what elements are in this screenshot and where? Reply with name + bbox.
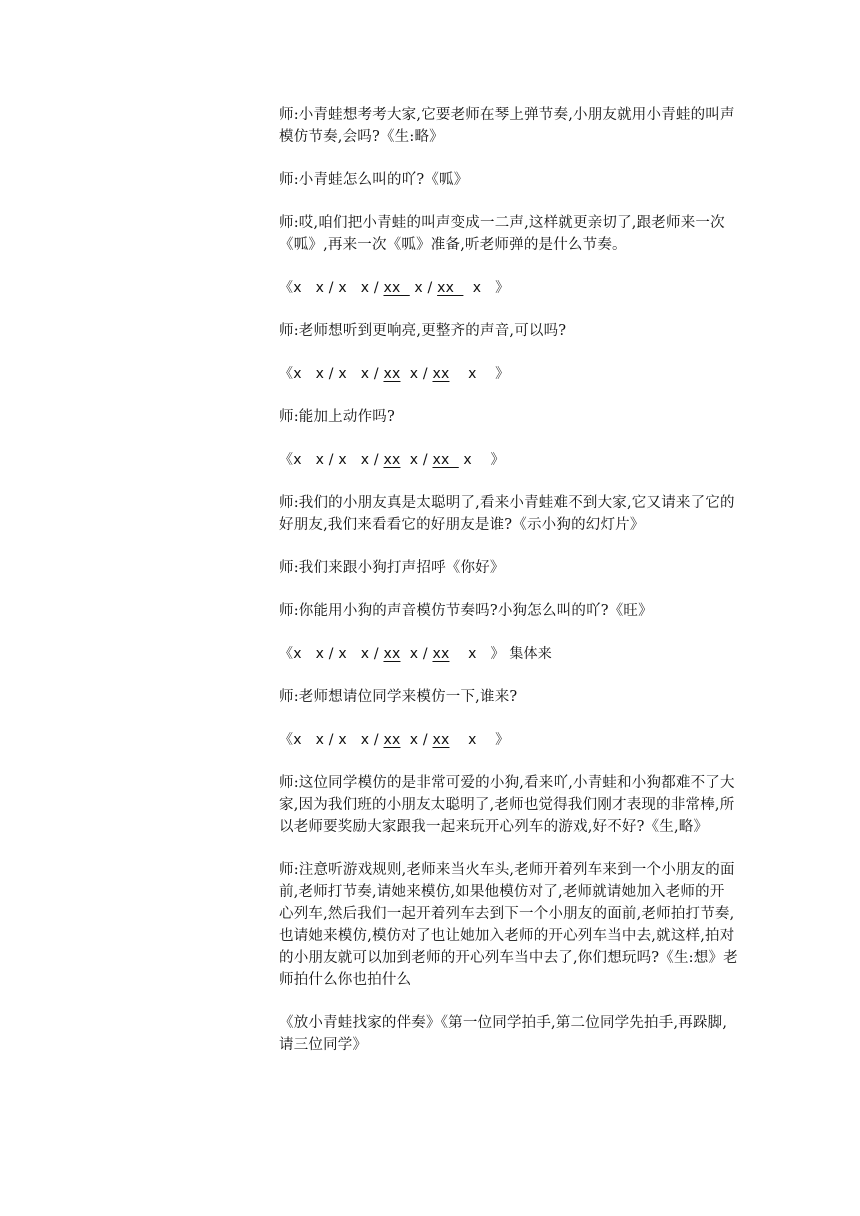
rhythm-beamed-notes: xx bbox=[432, 732, 450, 748]
dialogue-paragraph: 师:老师想请位同学来模仿一下,谁来? bbox=[279, 689, 518, 705]
dialogue-paragraph: 师:这位同学模仿的是非常可爱的小狗,看来吖,小青蛙和小狗都难不了大家,因为我们班的小朋友太聪明了,老师也觉得我们刚才表现的非常棒,所以老师要奖励大家跟我一起来玩开心列车的游戏,好不好?《生,略》 bbox=[279, 775, 735, 835]
rhythm-notation bbox=[279, 643, 739, 665]
rhythm-beamed-notes: xx bbox=[432, 366, 450, 382]
dialogue-paragraph: 师:小青蛙怎么叫的吖?《呱》 bbox=[279, 172, 469, 188]
rhythm-notation bbox=[279, 449, 739, 471]
dialogue-paragraph: 师:注意听游戏规则,老师来当火车头,老师开着列车来到一个小朋友的面前,老师打节奏,请她来模仿,如果他模仿对了,老师就请她加入老师的开心列车,然后我们一起开着列车去到下一个小朋友的面前,老师拍打节奏,也请她来模仿,模仿对了也让她加入老师的开心列车当中去,就这样,拍对的小朋友就可以加到老师的开心列车当中去了,你们想玩吗?《生:想》老师拍什么你也拍什么 bbox=[279, 862, 738, 988]
dialogue-paragraph: 师:你能用小狗的声音模仿节奏吗?小狗怎么叫的吖?《旺》 bbox=[279, 603, 653, 619]
rhythm-segment: x / bbox=[400, 366, 433, 382]
rhythm-beamed-notes: xx bbox=[383, 366, 401, 382]
rhythm-beamed-notes: xx bbox=[383, 280, 410, 296]
rhythm-beamed-notes: xx bbox=[432, 452, 459, 468]
dialogue-paragraph: 师:能加上动作吗? bbox=[279, 409, 395, 425]
rhythm-notation bbox=[279, 277, 739, 299]
rhythm-segment: 《x x / x x / bbox=[279, 732, 384, 748]
dialogue-paragraph: 师:我们来跟小狗打声招呼《你好》 bbox=[279, 560, 505, 576]
dialogue-paragraph: 师:小青蛙想考考大家,它要老师在琴上弹节奏,小朋友就用小青蛙的叫声模仿节奏,会吗?《生:略》 bbox=[279, 107, 735, 145]
rhythm-segment: x 》 bbox=[458, 452, 505, 468]
rhythm-segment: x / bbox=[400, 452, 433, 468]
rhythm-segment: 《x x / x x / bbox=[279, 366, 384, 382]
rhythm-segment: 《x x / x x / bbox=[279, 452, 384, 468]
rhythm-beamed-notes: xx bbox=[383, 732, 401, 748]
rhythm-segment: x / bbox=[400, 646, 433, 662]
rhythm-segment: 《x x / x x / bbox=[279, 646, 384, 662]
rhythm-beamed-notes: xx bbox=[437, 280, 464, 296]
rhythm-beamed-notes: xx bbox=[383, 646, 401, 662]
rhythm-beamed-notes: xx bbox=[432, 646, 450, 662]
rhythm-segment: 《x x / x x / bbox=[279, 280, 384, 296]
rhythm-segment: x 》 集体来 bbox=[449, 646, 552, 662]
rhythm-segment: x / bbox=[400, 732, 433, 748]
dialogue-paragraph: 师:我们的小朋友真是太聪明了,看来小青蛙难不到大家,它又请来了它的好朋友,我们来看看它的好朋友是谁?《示小狗的幻灯片》 bbox=[279, 495, 735, 533]
document-body bbox=[279, 104, 739, 1077]
rhythm-notation bbox=[279, 729, 739, 751]
rhythm-beamed-notes: xx bbox=[383, 452, 401, 468]
dialogue-paragraph: 《放小青蛙找家的伴奏》《第一位同学拍手,第二位同学先拍手,再跺脚,请三位同学》 bbox=[279, 1015, 728, 1053]
rhythm-notation bbox=[279, 363, 739, 385]
rhythm-segment: x / bbox=[409, 280, 438, 296]
rhythm-segment: x 》 bbox=[449, 732, 510, 748]
dialogue-paragraph: 师:老师想听到更响亮,更整齐的声音,可以吗? bbox=[279, 323, 567, 339]
rhythm-segment: x 》 bbox=[449, 366, 510, 382]
rhythm-segment: x 》 bbox=[463, 280, 510, 296]
dialogue-paragraph: 师:哎,咱们把小青蛙的叫声变成一二声,这样就更亲切了,跟老师来一次《呱》,再来一次《呱》准备,听老师弹的是什么节奏。 bbox=[279, 215, 725, 253]
